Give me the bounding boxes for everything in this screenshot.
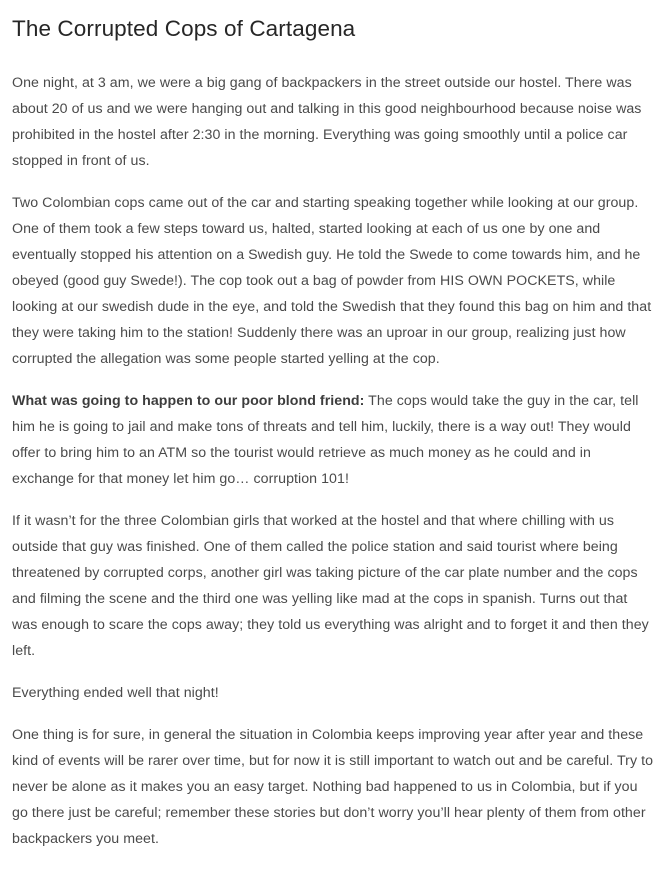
paragraph-3 (12, 388, 653, 492)
paragraph-5 (12, 680, 653, 706)
article-title: The Corrupted Cops of Cartagena (12, 16, 356, 41)
paragraph-text: If it wasn’t for the three Colombian girls that worked at the hostel and that where chilling with us outside that guy was finished. One of them called the police station and said tourist where being threatened by corrupted corps, another girl was taking picture of the car plate number and the cops and filming the scene and the third one was yelling like mad at the cops in spanish. Turns out that was enough to scare the cops away; they told us everything was alright and to forget it and then they left. (12, 513, 649, 659)
paragraph-4 (12, 508, 653, 664)
paragraph-text: Everything ended well that night! (12, 685, 219, 701)
paragraph-lead-in: What was going to happen to our poor blond friend: (12, 393, 365, 409)
paragraph-text: Two Colombian cops came out of the car and starting speaking together while looking at our group. One of them took a few steps toward us, halted, started looking at each of us one by one and eventually stopped his attention on a Swedish guy. He told the Swede to come towards him, and he obeyed (good guy Swede!). The cop took out a bag of powder from HIS OWN POCKETS, while looking at our swedish dude in the eye, and told the Swedish that they found this bag on him and that they were taking him to the station! Suddenly there was an uproar in our group, realizing just how corrupted the allegation was some people started yelling at the cop. (12, 195, 652, 367)
paragraph-text: The cops would take the guy in the car, tell him he is going to jail and make tons of threats and tell him, luckily, there is a way out! They would offer to bring him to an ATM so the tourist would retrieve as much money as he could and in exchange for that money let him go… corruption 101! (12, 393, 639, 487)
paragraph-6 (12, 722, 653, 852)
paragraph-text: One night, at 3 am, we were a big gang of backpackers in the street outside our hostel. There was about 20 of us and we were hanging out and talking in this good neighbourhood because noise was prohibited in the hostel after 2:30 in the morning. Everything was going smoothly until a police car stopped in front of us. (12, 75, 642, 169)
paragraph-1 (12, 70, 653, 174)
paragraph-2 (12, 190, 653, 372)
paragraph-text: One thing is for sure, in general the situation in Colombia keeps improving year after year and these kind of events will be rarer over time, but for now it is still important to watch out and be careful. Try to never be alone as it makes you an easy target. Nothing bad happened to us in Colombia, but if you go there just be careful; remember these stories but don’t worry you’ll hear plenty of them from other backpackers you meet. (12, 727, 654, 847)
